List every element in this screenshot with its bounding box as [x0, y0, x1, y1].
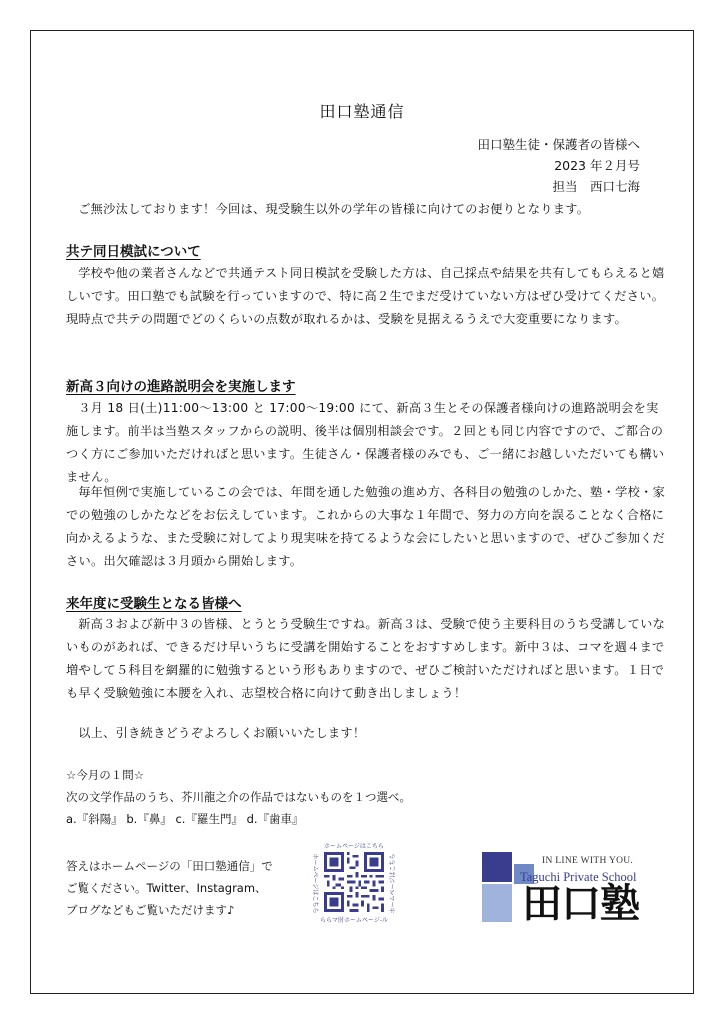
quiz-title: ☆今月の１問☆	[66, 768, 145, 782]
footer-line: 答えはホームページの「田口塾通信」で	[66, 859, 273, 873]
logo-square-dark	[482, 852, 512, 882]
quiz-options: a.『斜陽』 b.『鼻』 c.『羅生門』 d.『歯車』	[66, 812, 304, 826]
section-paragraph: ３月 18 日(土)11:00～13:00 と 17:00～19:00 にて、新高３生とその保護者様向けの進路説明会を実施します。前半は当塾スタッフからの説明、後半は個別相談会です。２回とも同じ内容ですので、ご都合のつく方にご参加いただければと思います。生徒さん・保護者様のみでも、ご一緒にお越しいただいても構いません。	[66, 401, 665, 484]
logo-square-light	[482, 884, 512, 922]
qr-caption-bottom: ららマ肘ホームページ-ル	[319, 917, 389, 924]
author-line: 担当 西口七海	[552, 179, 640, 194]
footer-line: ご覧ください。Twitter、Instagram、	[66, 881, 267, 895]
qr-caption-left: ホームページはこちら	[311, 853, 319, 914]
section-paragraph: 学校や他の業者さんなどで共通テスト同日模試を受験した方は、自己採点や結果を共有してもらえると嬉しいです。田口塾でも試験を行っていますので、特に高２生でまだ受けていない方はぜひ受けてください。現時点で共テの問題でどのくらいの点数が取れるかは、受験を見据えるうえで大変重要になります。	[66, 266, 665, 326]
footer-line: ブログなどもご覧いただけます♪	[66, 903, 235, 917]
closing-line: 以上、引き続きどうぞよろしくお願いいたします！	[78, 726, 366, 740]
newsletter-title: 田口塾通信	[319, 102, 405, 121]
recipient-line: 田口塾生徒・保護者の皆様へ	[477, 137, 640, 152]
qr-code-link[interactable]	[308, 843, 400, 923]
logo-tagline: IN LINE WITH YOU.	[542, 856, 634, 866]
section-paragraph: 毎年恒例で実施しているこの会では、年間を通した勉強の進め方、各科目の勉強のしかた、塾・学校・家での勉強のしかたなどをお伝えしています。これからの大事な１年間で、努力の方向を誤ることなく合格に向かえるような、また受験に対してより現実味を持てるような会にしたいと思いますので、ぜひご参加ください。出欠確認は３月頭から開始します。	[66, 485, 666, 568]
section-heading-briefing: 新高３向けの進路説明会を実施します	[66, 379, 296, 395]
school-logo	[482, 852, 684, 932]
section-heading-mock-exam: 共テ同日模試について	[66, 244, 201, 260]
intro-paragraph: ご無沙汰しております！今回は、現受験生以外の学年の皆様に向けてのお便りとなります。	[78, 202, 590, 216]
qr-caption-top: ホームページはこちら	[324, 843, 384, 850]
qr-code-icon	[324, 852, 384, 912]
logo-school-en: Taguchi Private School	[520, 870, 637, 884]
section-heading-next-year: 来年度に受験生となる皆様へ	[66, 596, 242, 612]
logo-school-jp: 田口塾	[522, 881, 639, 927]
section-paragraph: 新高３および新中３の皆様、とうとう受験生ですね。新高３は、受験で使う主要科目のうち受講していないものがあれば、できるだけ早いうちに受講を開始することをおすすめします。新中３は、コマを週４まで増やして５科目を網羅的に勉強するという形もありますので、ぜひご検討いただければと思います。１日でも早く受験勉強に本腰を入れ、志望校合格に向けて動き出しましょう！	[66, 617, 666, 700]
issue-date: 2023 年２月号	[554, 158, 640, 173]
quiz-question: 次の文学作品のうち、芥川龍之介の作品ではないものを１つ選べ。	[66, 790, 411, 804]
qr-caption-right: ホームページはこちら	[389, 853, 397, 914]
